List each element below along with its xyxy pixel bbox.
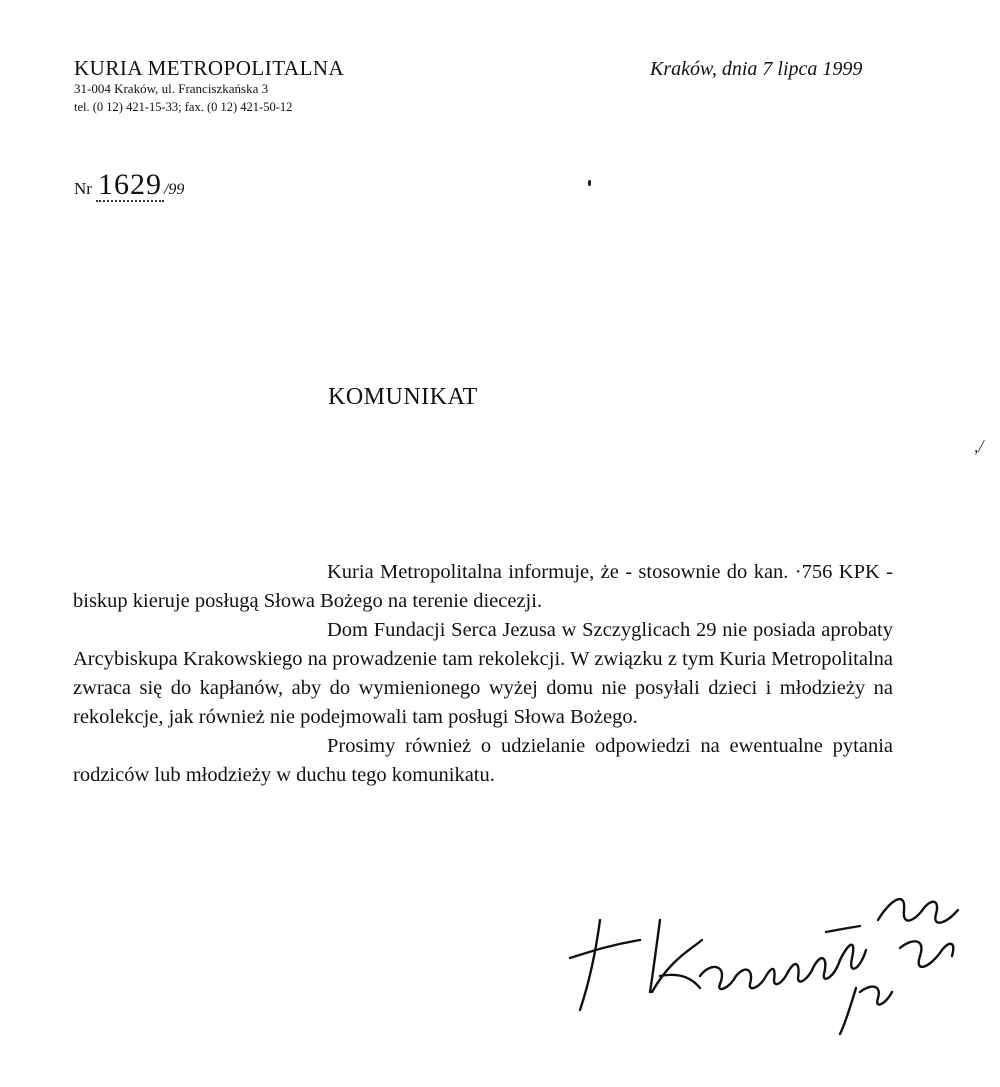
- reference-prefix: Nr: [74, 179, 92, 198]
- reference-suffix: /99: [163, 181, 185, 198]
- letterhead: [74, 56, 344, 114]
- handwritten-signature: [560, 880, 980, 1040]
- organization-name: KURIA METROPOLITALNA: [74, 56, 345, 80]
- paragraph-2: Dom Fundacji Serca Jezusa w Szczyglicach 29 nie posiada aprobaty Arcybiskupa Krakowskiego na prowadzenie tam rekolekcji. W związku z tym Kuria Metropolitalna zwraca się do kapłanów, aby do wymienionego wyżej domu nie posyłali dzieci i młodzieży na rekolekcje, jak również nie podejmowali tam posługi Słowa Bożego.: [73, 619, 893, 728]
- reference-value: 1629: [97, 168, 162, 201]
- organization-address: 31-004 Kraków, ul. Franciszkańska 3: [74, 81, 269, 97]
- document-body: [73, 558, 893, 790]
- paragraph-3: Prosimy również o udzielanie odpowiedzi na ewentualne pytania rodziców lub młodzieży w duchu tego komunikatu.: [73, 735, 893, 786]
- document-title: KOMUNIKAT: [328, 384, 478, 410]
- place-and-date: Kraków, dnia 7 lipca 1999: [650, 58, 863, 80]
- reference-number: [74, 170, 184, 202]
- scan-speck: [588, 180, 591, 186]
- paragraph-1: Kuria Metropolitalna informuje, że - stosownie do kan. ·756 KPK - biskup kieruje posługą Słowa Bożego na terenie diecezji.: [73, 561, 893, 612]
- organization-contact: tel. (0 12) 421-15-33; fax. (0 12) 421-50-12: [74, 100, 293, 115]
- margin-mark: ,/: [974, 436, 984, 456]
